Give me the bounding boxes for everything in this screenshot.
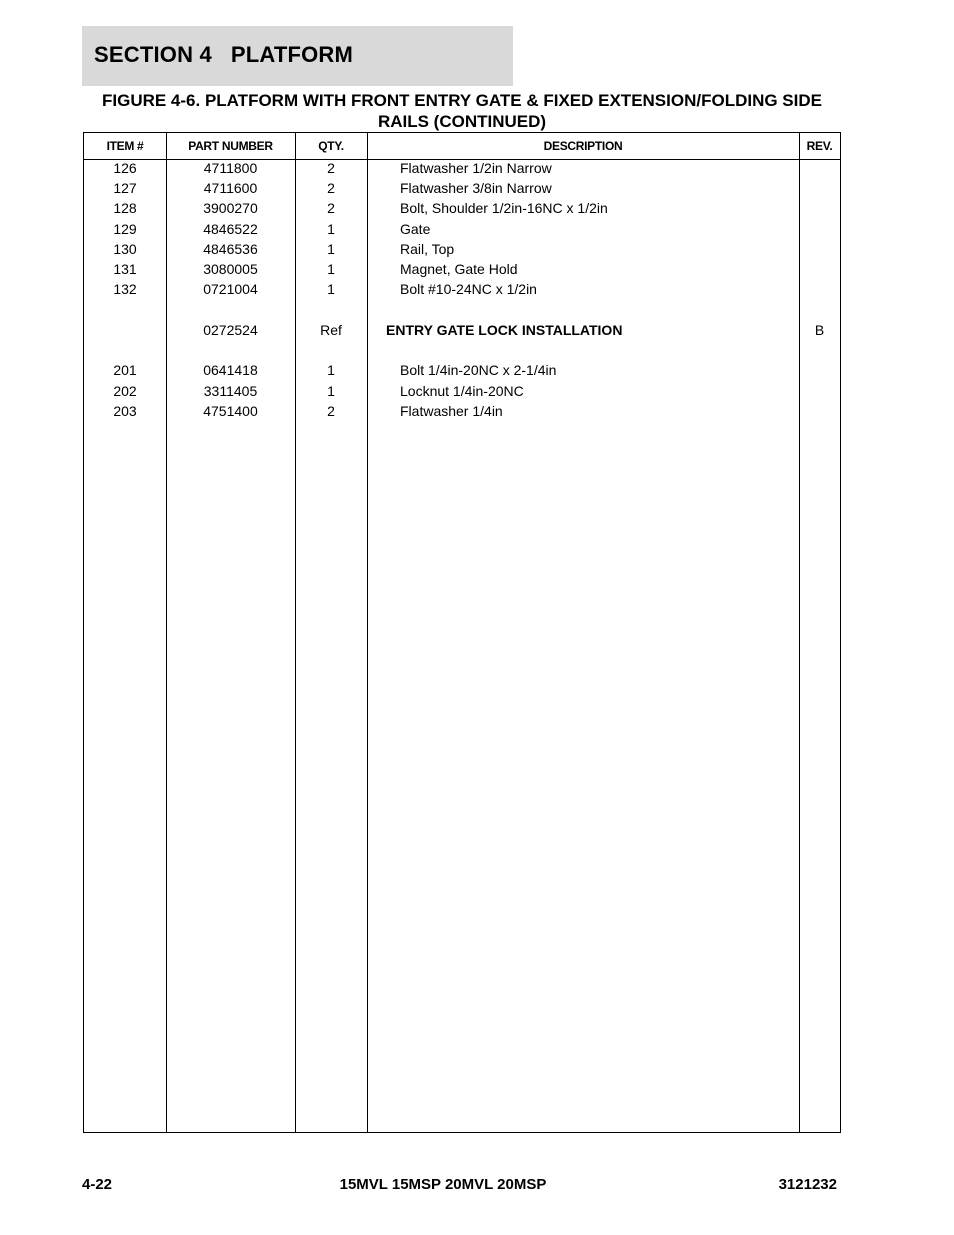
assembly-description: ENTRY GATE LOCK INSTALLATION — [386, 322, 623, 338]
description: Flatwasher 3/8in Narrow — [400, 180, 552, 196]
part-number: 4751400 — [203, 403, 258, 419]
quantity: 2 — [327, 160, 335, 176]
item-number: 131 — [113, 261, 137, 277]
part-number: 4711600 — [203, 180, 258, 196]
header-item: ITEM # — [106, 139, 144, 153]
header-rev: REV. — [806, 139, 833, 153]
item-number: 202 — [113, 383, 137, 399]
item-number: 129 — [113, 221, 137, 237]
description: Gate — [400, 221, 431, 237]
figure-title: FIGURE 4-6. PLATFORM WITH FRONT ENTRY GATE & FIXED EXTENSION/FOLDING SIDE RAILS (CONTINUED) — [101, 91, 822, 131]
item-number: 130 — [113, 241, 137, 257]
revision: B — [814, 322, 825, 338]
document-number: 3121232 — [778, 1176, 837, 1193]
header-part-number: PART NUMBER — [188, 139, 273, 153]
header-description: DESCRIPTION — [543, 139, 623, 153]
quantity: 2 — [327, 403, 335, 419]
item-number: 201 — [113, 362, 137, 378]
quantity: 2 — [327, 200, 335, 216]
table-row — [84, 381, 840, 401]
quantity: 1 — [327, 281, 335, 297]
model-list: 15MVL 15MSP 20MVL 20MSP — [339, 1176, 547, 1193]
table-row — [84, 360, 840, 380]
description: Magnet, Gate Hold — [400, 261, 518, 277]
table-row — [84, 178, 840, 198]
table-row — [84, 401, 840, 421]
description: Rail, Top — [400, 241, 455, 257]
quantity: 2 — [327, 180, 335, 196]
part-number: 3080005 — [203, 261, 258, 277]
quantity: 1 — [327, 241, 335, 257]
page-number: 4-22 — [82, 1176, 113, 1193]
part-number: 4711800 — [203, 160, 258, 176]
item-number: 128 — [113, 200, 137, 216]
part-number: 0641418 — [203, 362, 258, 378]
description: Locknut 1/4in-20NC — [400, 383, 524, 399]
table-row — [84, 279, 840, 299]
description: Flatwasher 1/2in Narrow — [400, 160, 552, 176]
table-row — [84, 198, 840, 218]
table-row — [84, 239, 840, 259]
part-number: 0721004 — [203, 281, 258, 297]
quantity: 1 — [327, 362, 335, 378]
table-row-assembly — [84, 320, 840, 340]
part-number: 3311405 — [203, 383, 258, 399]
table-row — [84, 259, 840, 279]
description: Bolt 1/4in-20NC x 2-1/4in — [400, 362, 557, 378]
parts-table — [83, 132, 841, 1133]
section-title: SECTION 4 PLATFORM — [94, 42, 354, 67]
item-number: 132 — [113, 281, 137, 297]
part-number: 3900270 — [203, 200, 258, 216]
quantity: 1 — [327, 383, 335, 399]
table-row — [84, 158, 840, 178]
quantity: 1 — [327, 221, 335, 237]
table-row — [84, 219, 840, 239]
description: Flatwasher 1/4in — [400, 403, 503, 419]
description: Bolt, Shoulder 1/2in-16NC x 1/2in — [400, 200, 608, 216]
header-qty: QTY. — [318, 139, 344, 153]
part-number: 4846536 — [203, 241, 258, 257]
part-number: 0272524 — [203, 322, 258, 338]
description: Bolt #10-24NC x 1/2in — [400, 281, 537, 297]
quantity: Ref — [320, 322, 342, 338]
section-banner — [82, 26, 513, 86]
quantity: 1 — [327, 261, 335, 277]
item-number: 127 — [113, 180, 137, 196]
item-number: 126 — [113, 160, 137, 176]
part-number: 4846522 — [203, 221, 258, 237]
item-number: 203 — [113, 403, 137, 419]
